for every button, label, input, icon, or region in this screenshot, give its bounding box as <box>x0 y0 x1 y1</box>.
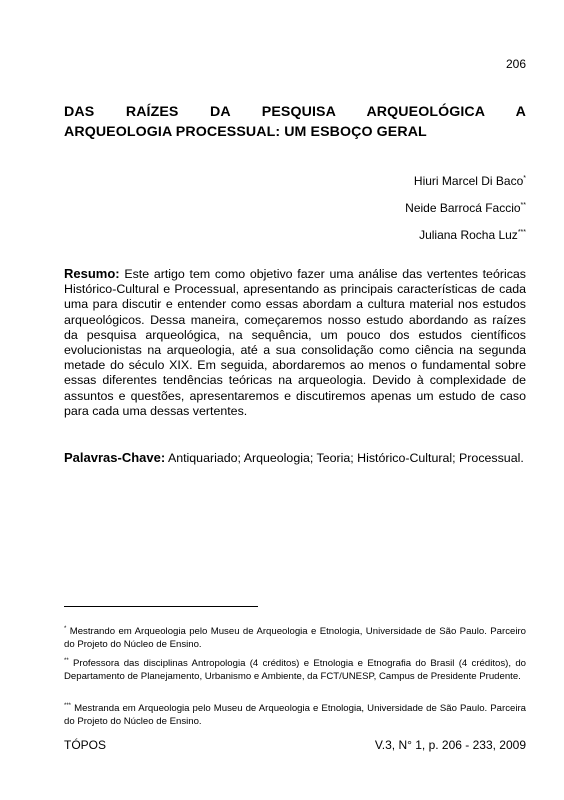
abstract-text: Este artigo tem como objetivo fazer uma análise das vertentes teóricas Histórico-Cultural e Processual, apresentando as principais características de cada uma para discutir e entender como essas abordam a cultura material nos estudos arqueológicos. Dessa maneira, começaremos nosso estudo abordando as raízes da pesquisa arqueológica, na sequência, um pouco dos estudos científicos evolucionistas na arqueologia, até a sua consolidação como ciência na segunda metade do século XIX. Em seguida, abordaremos ao menos o fundamental sobre essas diferentes tendências teóricas na arqueologia. Devido à complexidade de assuntos e questões, apresentaremos e discutiremos apenas um estudo de caso para cada uma dessas vertentes. <box>64 267 526 418</box>
footnote-mark: ** <box>64 657 69 664</box>
footnote-text: Mestrando em Arqueologia pelo Museu de Arqueologia e Etnologia, Universidade de São Paulo. Parceiro do Projeto do Núcleo de Ensino. <box>64 626 526 650</box>
footnote-mark: *** <box>64 702 72 709</box>
journal-name: TÓPOS <box>64 738 107 752</box>
footnote-text: Mestranda em Arqueologia pelo Museu de Arqueologia e Etnologia, Universidade de São Paulo. Parceira do Projeto do Núcleo de Ensino. <box>64 703 526 727</box>
article-title <box>64 102 526 142</box>
author-footnote-mark: * <box>523 175 526 182</box>
footnote <box>64 658 526 683</box>
keywords <box>64 450 526 466</box>
citation-info: V.3, N° 1, p. 206 - 233, 2009 <box>374 738 526 752</box>
footnote <box>64 703 526 728</box>
footnote-text: Professora das disciplinas Antropologia (4 créditos) e Etnologia e Etnografia do Brasil (4 créditos), do Departamento de Planejamento, Urbanismo e Ambiente, da FCT/UNESP, Campus de Presidente Prudente. <box>64 658 526 682</box>
author-entry <box>405 222 526 249</box>
author-entry <box>405 195 526 222</box>
article-title-line-1: DAS RAÍZES DA PESQUISA ARQUEOLÓGICA A <box>64 104 526 120</box>
abstract-label: Resumo: <box>64 266 120 281</box>
footnote-divider <box>64 606 258 607</box>
abstract <box>64 266 526 419</box>
article-title-line-2: ARQUEOLOGIA PROCESSUAL: UM ESBOÇO GERAL <box>64 124 427 140</box>
author-entry <box>405 168 526 195</box>
author-name: Neide Barrocá Faccio <box>405 201 521 215</box>
footnote <box>64 626 526 651</box>
author-list <box>405 168 526 249</box>
footnote-mark: * <box>64 625 67 632</box>
keywords-label: Palavras-Chave: <box>64 450 166 465</box>
author-footnote-mark: *** <box>517 229 526 236</box>
author-name: Juliana Rocha Luz <box>419 228 518 242</box>
page-number: 206 <box>505 57 526 71</box>
author-name: Hiuri Marcel Di Baco <box>413 174 524 188</box>
keywords-text: Antiquariado; Arqueologia; Teoria; Histórico-Cultural; Processual. <box>167 451 524 465</box>
author-footnote-mark: ** <box>520 202 526 209</box>
